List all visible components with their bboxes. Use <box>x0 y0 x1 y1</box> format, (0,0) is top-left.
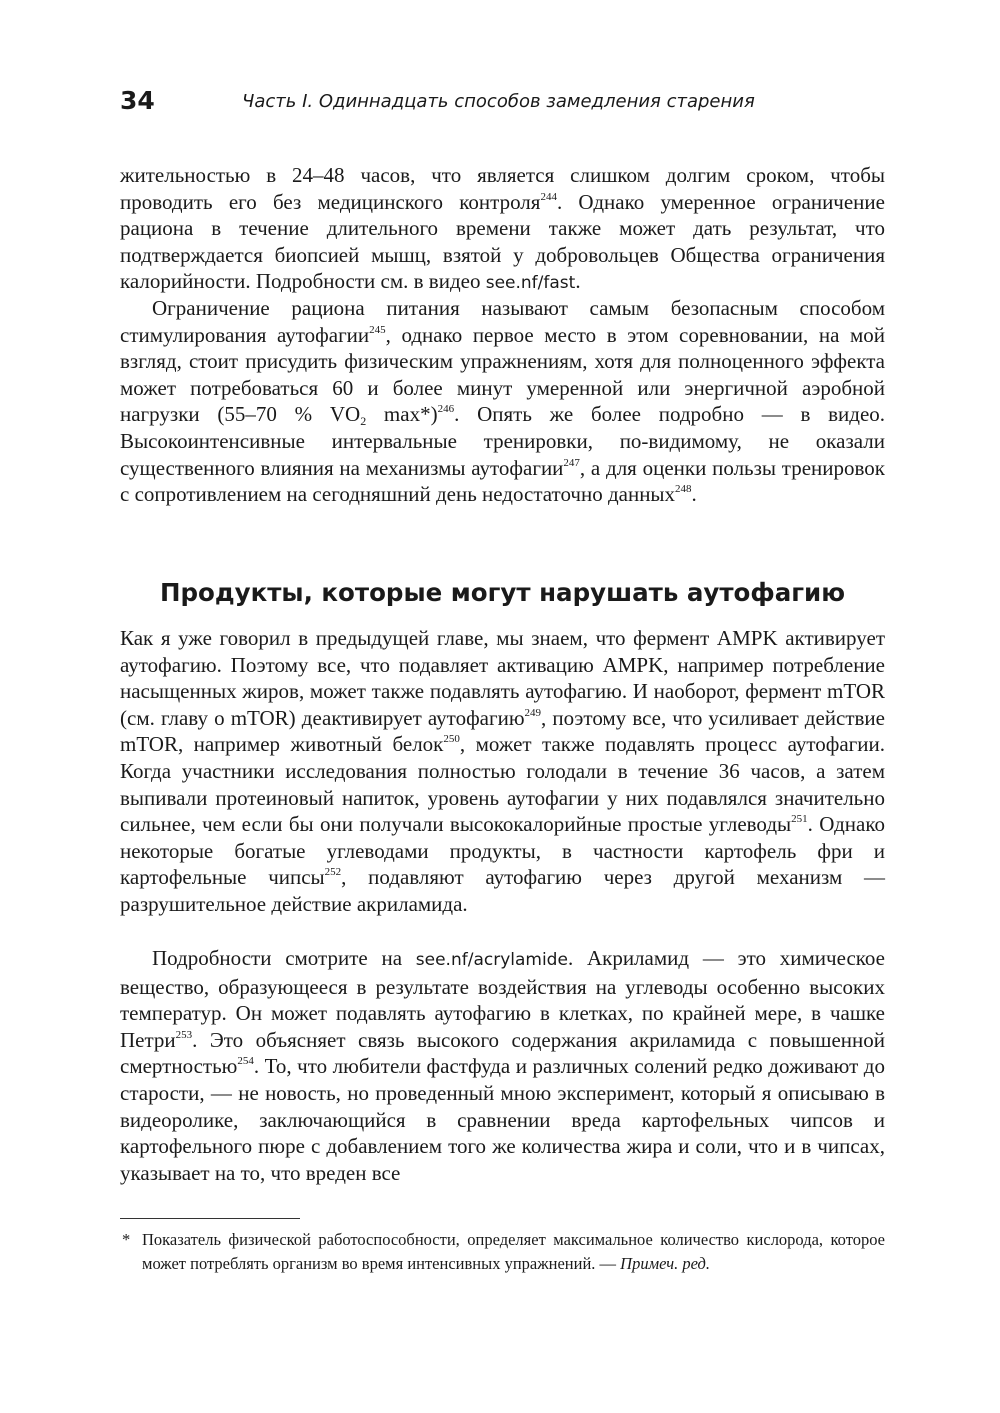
footnote-text: Показатель физической работоспособности, определяет максимальное количество кислорода, которое может потреблять организм во время интенсивных упражнений. — <box>142 1230 885 1273</box>
section-heading: Продукты, которые могут нарушать аутофагию <box>159 578 846 607</box>
paragraph-1 <box>120 162 885 297</box>
text-run: . Акриламид — это химическое вещество, образующееся в результате воздействия на углеводы особенно высоких температур. Он может подавлять аутофагию в клетках, по крайней мере, в чашке Петри <box>120 946 885 1052</box>
footnote-ref: 252 <box>324 866 342 879</box>
paragraph-2 <box>120 295 885 508</box>
footnote-asterisk: * <box>122 1230 131 1249</box>
text-run: , поэтому все, что усиливает действие mTOR, например животный белок <box>120 705 885 757</box>
text-run: , может также подавлять процесс аутофагии. Когда участники исследования полностью голодали в течение 36 часов, а затем выпивали протеиновый напиток, уровень аутофагии у них подавлялся значительно сильнее, чем если бы они получали высококалорийные простые углеводы <box>120 732 885 837</box>
editor-note: Примеч. ред. <box>620 1253 710 1273</box>
text-run: , подавляют аутофагию через другой механизм — разрушительное действие акриламида. <box>120 865 885 916</box>
running-head <box>120 84 890 118</box>
footnote-ref: 251 <box>791 813 808 826</box>
page-number: 34 <box>120 86 155 115</box>
text-run: , а для оценки пользы тренировок с сопротивлением на сегодняшний день недостаточно данных <box>120 455 885 507</box>
paragraph-3 <box>120 625 885 918</box>
footnote-ref: 247 <box>563 456 580 469</box>
footnote-ref: 249 <box>524 706 542 719</box>
footnote-ref: 245 <box>369 323 386 336</box>
text-run: , однако первое место в этом соревновании, на мой взгляд, стоит присудить физическим упражнениям, хотя для полноценного эффекта может потребоваться 60 и более минут умеренной или энергичной аэробной нагрузки (55–70 % VO <box>120 322 885 427</box>
subscript: 2 <box>360 414 367 429</box>
text-run: . <box>575 269 581 294</box>
text-run: Подробности смотрите на <box>152 946 416 970</box>
footnote-ref: 248 <box>675 483 692 496</box>
text-run: . Опять же более подробно — в видео. Высокоинтенсивные интервальные тренировки, по-видимому, не оказали существенного влияния на механизмы аутофагии <box>120 402 886 480</box>
text-run: . Однако некоторые богатые углеводами продукты, в частности картофель фри и картофельные чипсы <box>120 812 885 890</box>
text-run: жительностью в 24–48 часов, что является слишком долгим сроком, чтобы проводить его без медицинского контроля <box>120 163 885 214</box>
footnote <box>120 1228 885 1275</box>
text-run: max*) <box>366 402 438 427</box>
video-link[interactable]: see.nf/acrylamide <box>415 950 568 970</box>
footnote-ref: 246 <box>437 403 455 416</box>
running-head-title: Часть I. Одиннадцать способов замедления старения <box>242 91 755 112</box>
text-run: . <box>691 482 697 507</box>
text-run: . Это объясняет связь высокого содержания акриламида с повышенной смертностью <box>120 1027 885 1079</box>
footnote-ref: 253 <box>175 1028 193 1041</box>
text-run: Как я уже говорил в предыдущей главе, мы знаем, что фермент AMPK активирует аутофагию. Поэтому все, что подавляет активацию AMPK, например потребление насыщенных жиров, может также подавлять аутофагию. И наоборот, фермент mTOR (см. главу о mTOR) деактивирует аутофагию <box>120 626 885 730</box>
footnote-divider <box>120 1218 300 1219</box>
footnote-ref: 250 <box>443 733 460 746</box>
footnote-ref: 254 <box>237 1055 254 1068</box>
footnote-ref: 244 <box>540 190 557 203</box>
paragraph-4 <box>120 945 885 1186</box>
video-link[interactable]: see.nf/fast <box>485 273 576 294</box>
text-run: Ограничение рациона питания называют самым безопасным способом стимулирования аутофагии <box>120 296 885 347</box>
text-run: . То, что любители фастфуда и различных солений редко доживают до старости, — не новость, но проведенный мною эксперимент, который я описываю в видеоролике, заключающийся в сравнении вреда картофельных чипсов и картофельного пюре с добавлением того же количества жира и соли, что и в чипсах, указывает на то, что вреден все <box>120 1054 885 1185</box>
text-run: . Однако умеренное ограничение рациона в течение длительного времени также может дать результат, что подтверждается биопсией мышц, взятой у добровольцев Общества ограничения калорийности. Подробности см. в видео <box>120 189 885 294</box>
